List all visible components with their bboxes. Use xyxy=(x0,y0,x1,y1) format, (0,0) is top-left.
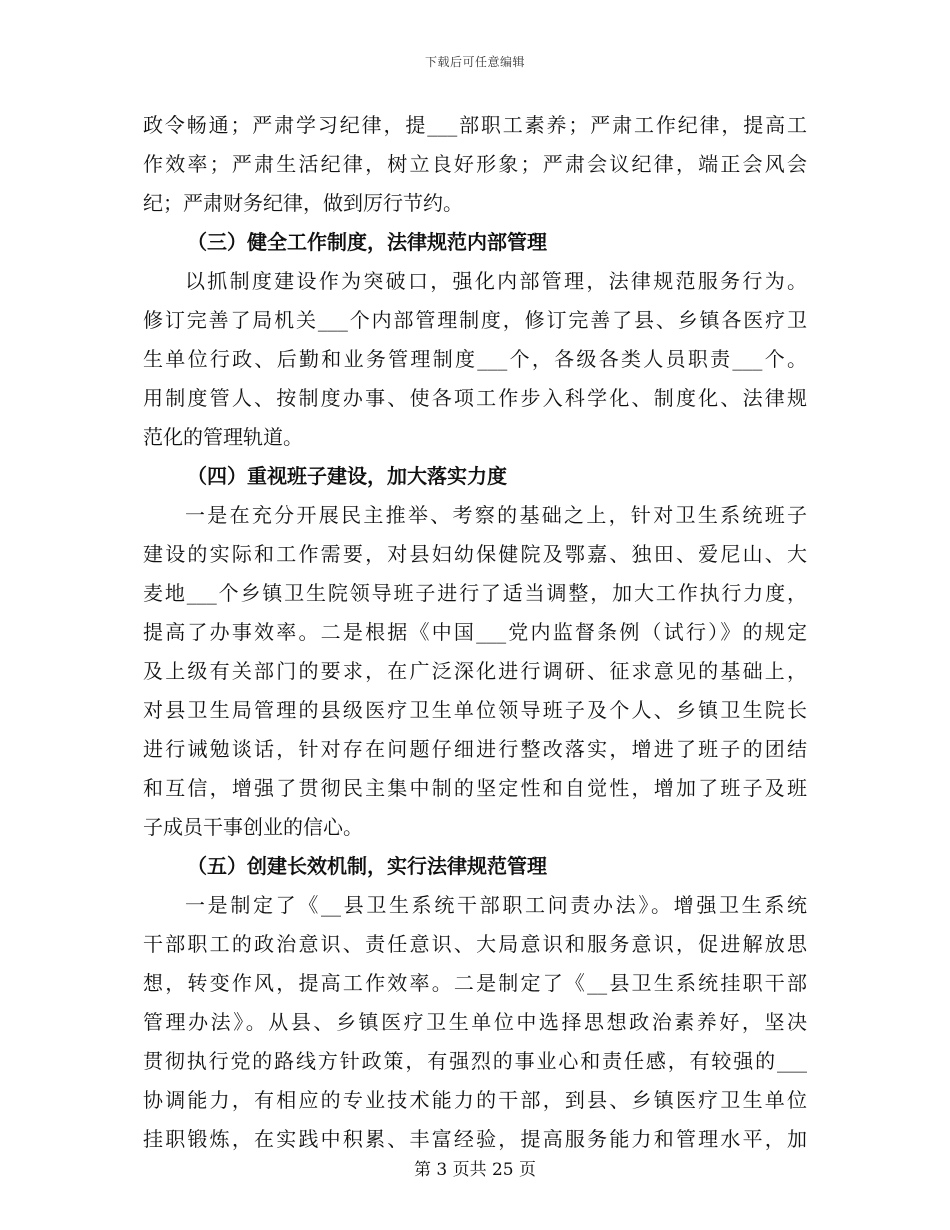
body-line: 建设的实际和工作需要，对县妇幼保健院及鄂嘉、独田、爱尼山、大 xyxy=(143,542,807,566)
body-line: 作效率；严肃生活纪律，树立良好形象；严肃会议纪律，端正会风会 xyxy=(143,152,807,176)
body-line: 和互信，增强了贯彻民主集中制的坚定性和自觉性，增加了班子及班 xyxy=(143,776,807,800)
body-line: 提高了办事效率。二是根据《中国___党内监督条例（试行）》的规定 xyxy=(143,620,807,644)
body-line: 纪；严肃财务纪律，做到厉行节约。 xyxy=(143,191,463,215)
document-body xyxy=(143,106,807,1159)
body-line: 用制度管人、按制度办事、使各项工作步入科学化、制度化、法律规 xyxy=(143,386,807,410)
body-line: 管理办法》。从县、乡镇医疗卫生单位中选择思想政治素养好，坚决 xyxy=(143,1010,807,1034)
body-line: 修订完善了局机关___个内部管理制度，修订完善了县、乡镇各医疗卫 xyxy=(143,308,807,332)
section-heading: （五）创建长效机制，实行法律规范管理 xyxy=(187,854,547,878)
body-line: 贯彻执行党的路线方针政策，有强烈的事业心和责任感，有较强的___ xyxy=(143,1049,807,1073)
body-line: 想，转变作风，提高工作效率。二是制定了《__县卫生系统挂职干部 xyxy=(143,971,807,995)
page-header: 下载后可任意编辑 xyxy=(424,55,525,69)
page-number-footer: 第 3 页共 25 页 xyxy=(413,1160,537,1180)
body-line: 挂职锻炼，在实践中积累、丰富经验，提高服务能力和管理水平，加 xyxy=(143,1127,807,1151)
section-heading: （四）重视班子建设，加大落实力度 xyxy=(187,464,507,488)
body-line: 一是在充分开展民主推举、考察的基础之上，针对卫生系统班子 xyxy=(185,503,807,527)
section-heading: （三）健全工作制度，法律规范内部管理 xyxy=(187,230,547,254)
body-line: 范化的管理轨道。 xyxy=(143,425,303,449)
body-line: 及上级有关部门的要求，在广泛深化进行调研、征求意见的基础上， xyxy=(143,659,807,683)
body-line: 对县卫生局管理的县级医疗卫生单位领导班子及个人、乡镇卫生院长 xyxy=(143,698,807,722)
body-line: 进行诫勉谈话，针对存在问题仔细进行整改落实，增进了班子的团结 xyxy=(143,737,807,761)
body-line: 生单位行政、后勤和业务管理制度___个，各级各类人员职责___个。 xyxy=(143,347,807,371)
body-line: 政令畅通；严肃学习纪律，提___部职工素养；严肃工作纪律，提高工 xyxy=(143,113,807,137)
body-line: 协调能力，有相应的专业技术能力的干部，到县、乡镇医疗卫生单位 xyxy=(143,1088,807,1112)
body-line: 以抓制度建设作为突破口，强化内部管理，法律规范服务行为。 xyxy=(185,269,807,293)
body-line: 干部职工的政治意识、责任意识、大局意识和服务意识，促进解放思 xyxy=(143,932,807,956)
body-line: 麦地___个乡镇卫生院领导班子进行了适当调整，加大工作执行力度， xyxy=(143,581,807,605)
body-line: 子成员干事创业的信心。 xyxy=(143,815,363,839)
body-line: 一是制定了《__县卫生系统干部职工问责办法》。增强卫生系统 xyxy=(185,893,807,917)
